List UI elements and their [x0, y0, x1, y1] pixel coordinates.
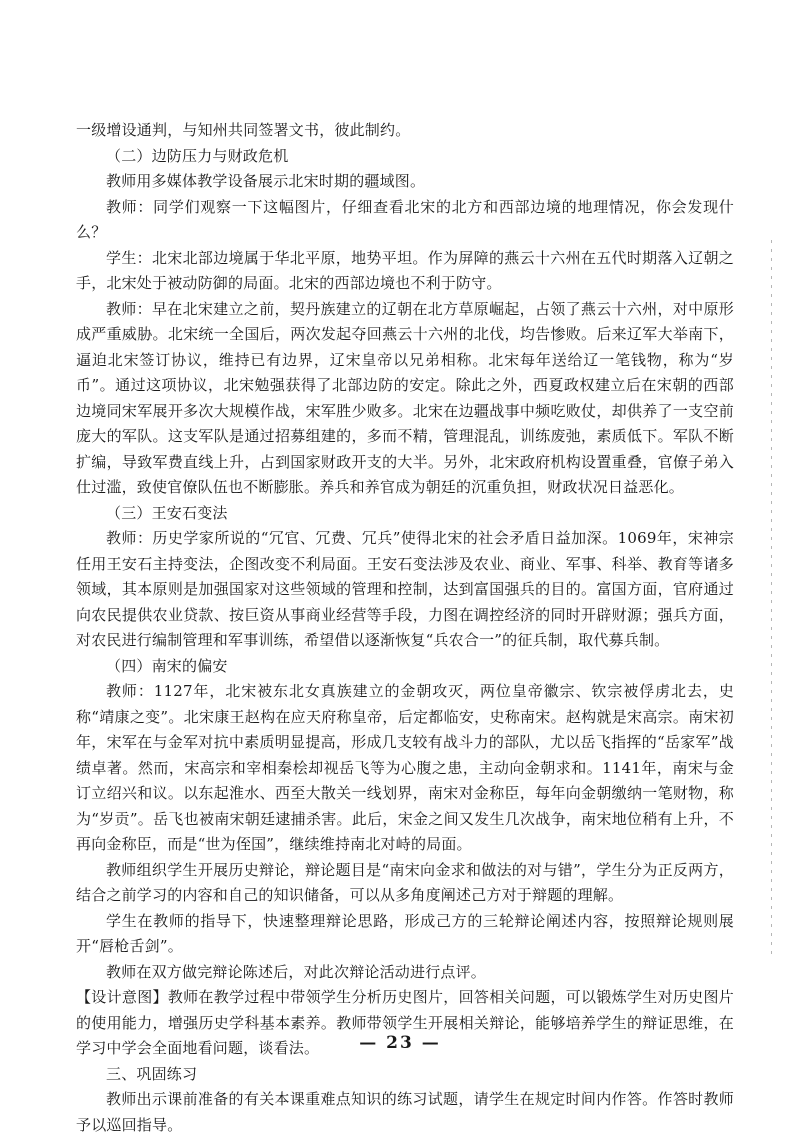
- paragraph: 学生在教师的指导下，快速整理辩论思路，形成己方的三轮辩论阐述内容，按照辩论规则展开“唇枪舌剑”。: [76, 911, 734, 955]
- paragraph: 教师出示课前准备的有关本课重难点知识的练习试题，请学生在规定时间内作答。作答时教师予以巡回指导。: [76, 1090, 734, 1134]
- paragraph: 学生：北宋北部边境属于华北平原，地势平坦。作为屏障的燕云十六州在五代时期落入辽朝之手，北宋处于被动防御的局面。北宋的西部边境也不利于防守。: [76, 248, 734, 292]
- page-number: — 23 —: [359, 1033, 441, 1053]
- paragraph: 三、巩固练习: [106, 1064, 198, 1083]
- paragraph: （四）南宋的偏安: [106, 656, 228, 675]
- paragraph: 教师用多媒体教学设备展示北宋时期的疆域图。: [106, 172, 426, 190]
- paragraph: 教师在双方做完辩论陈述后，对此次辩论活动进行点评。: [106, 962, 487, 981]
- paragraph: 教师：历史学家所说的“冗官、冗费、冗兵”使得北宋的社会矛盾日益加深。1069年，宋神宗任用王安石主持变法，企图改变不利局面。王安石变法涉及农业、商业、军事、科举、教育等诸多领域，其本原则是加强国家对这些领域的管理和控制，达到富国强兵的目的。富国方面，官府通过向农民提供农业贷款、按巨资从事商业经营等手段，力图在调控经济的同时开辟财源；强兵方面，对农民进行编制管理和军事训练，希望借以逐渐恢复“兵农合一”的征兵制，取代募兵制。: [76, 529, 734, 649]
- paragraph: （二）边防压力与财政危机: [106, 146, 289, 165]
- paragraph: 【设计意图】教师在教学过程中带领学生分析历史图片，回答相关问题，可以锻炼学生对历史图片的使用能力，增强历史学科基本素养。教师带领学生开展相关辩论，能够培养学生的辩证思维，在学习中学会全面地看问题，谈看法。: [76, 988, 734, 1057]
- paragraph: 一级增设通判，与知州共同签署文书，彼此制约。: [76, 121, 411, 139]
- paragraph: 教师：1127年，北宋被东北女真族建立的金朝攻灭，两位皇帝徽宗、钦宗被俘虏北去，史称“靖康之变”。北宋康王赵构在应天府称皇帝，后定都临安，史称南宋。赵构就是宋高宗。南宋初年，宋军在与金军对抗中素质明显提高，形成几支较有战斗力的部队，尤以岳飞指挥的“岳家军”战绩卓著。然而，宋高宗和宰相秦桧却视岳飞等为心腹之患，主动向金朝求和。1141年，南宋与金订立绍兴和议。以东起淮水、西至大散关一线划界，南宋对金称臣，每年向金朝缴纳一笔财物，称为“岁贡”。岳飞也被南宋朝廷逮捕杀害。此后，宋金之间又发生几次战争，南宋地位稍有上升，不再向金称臣，而是“世为侄国”，继续维持南北对峙的局面。: [76, 682, 734, 853]
- paragraph: 教师：同学们观察一下这幅图片，仔细查看北宋的北方和西部边境的地理情况，你会发现什么？: [76, 197, 734, 241]
- paragraph: （三）王安石变法: [106, 503, 228, 522]
- document-body: [76, 118, 734, 1138]
- scan-edge-mark: [771, 240, 772, 960]
- paragraph: 教师组织学生开展历史辩论，辩论题目是“南宋向金求和做法的对与错”，学生分为正反两方，结合之前学习的内容和自己的知识储备，可以从多角度阐述己方对于辩题的理解。: [76, 860, 734, 904]
- paragraph: 教师：早在北宋建立之前，契丹族建立的辽朝在北方草原崛起，占领了燕云十六州，对中原形成严重威胁。北宋统一全国后，两次发起夺回燕云十六州的北伐，均告惨败。后来辽军大举南下，逼迫北宋签订协议，维持已有边界，辽宋皇帝以兄弟相称。北宋每年送给辽一笔钱物，称为“岁币”。通过这项协议，北宋勉强获得了北部边防的安定。除此之外，西夏政权建立后在宋朝的西部边境同宋军展开多次大规模作战，宋军胜少败多。北宋在边疆战事中频吃败仗，却供养了一支空前庞大的军队。这支军队是通过招募组建的，多而不精，管理混乱，训练废弛，素质低下。军队不断扩编，导致军费直线上升，占到国家财政开支的大半。另外，北宋政府机构设置重叠，官僚子弟入仕过滥，致使官僚队伍也不断膨胀。养兵和养官成为朝廷的沉重负担，财政状况日益恶化。: [76, 299, 734, 496]
